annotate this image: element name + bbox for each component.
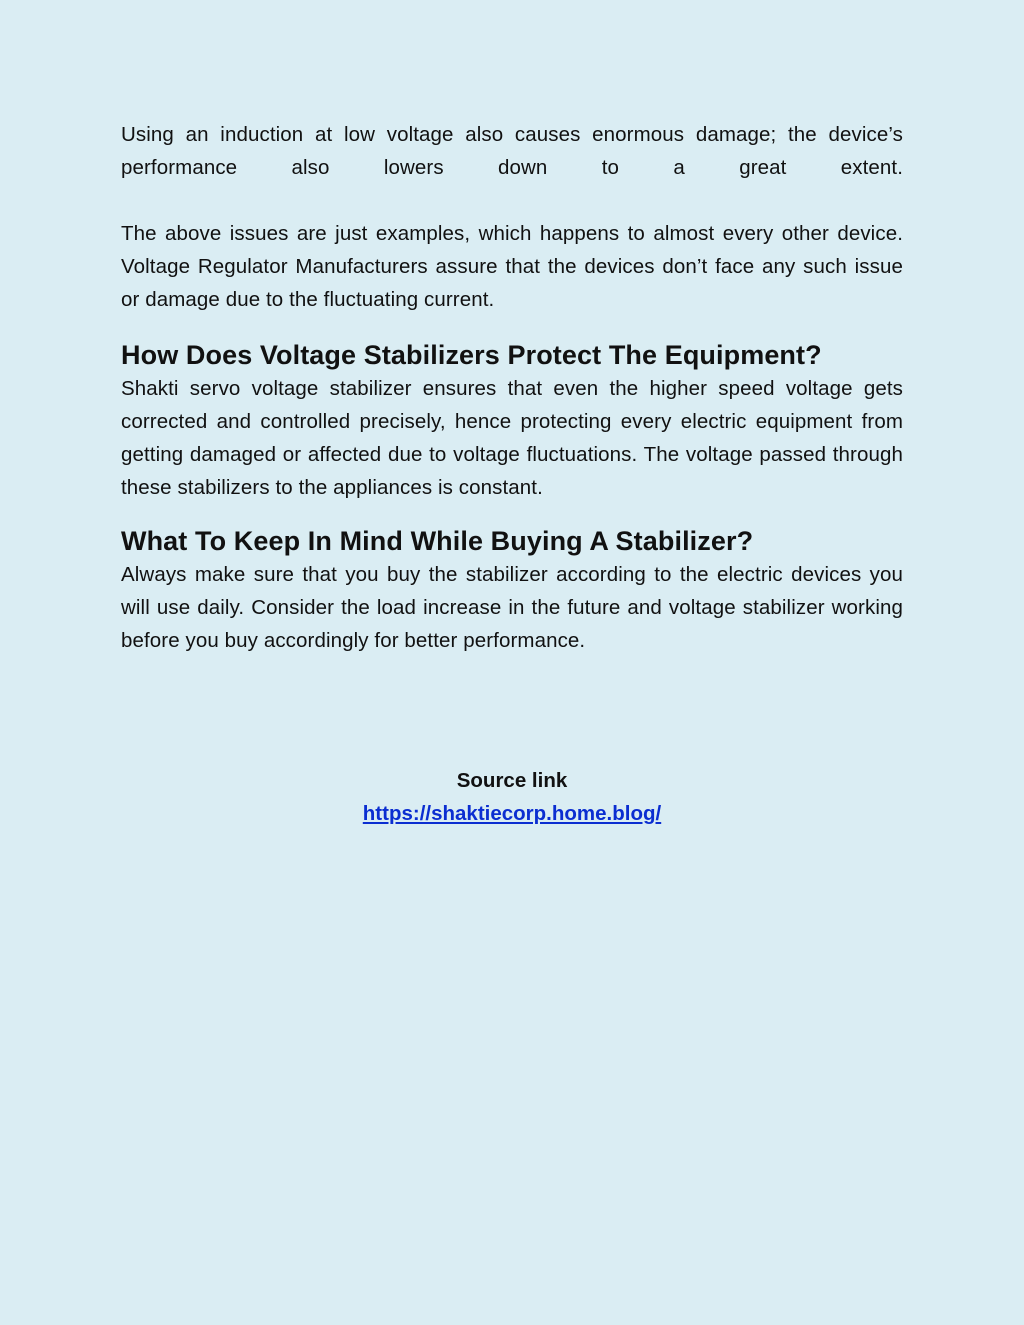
paragraph-issues-examples: The above issues are just examples, which happens to almost every other device. Voltage Regulator Manufacturers assure that the devices don’t face any such issue or damage due to the fluctuating current.	[121, 222, 903, 311]
source-link[interactable]: https://shaktiecorp.home.blog/	[362, 802, 662, 825]
paragraph-buying-advice: Always make sure that you buy the stabilizer according to the electric devices you will use daily. Consider the load increase in the future and voltage stabilizer working before you buy accordingly for better performance.	[121, 563, 903, 652]
section-heading-wrap	[121, 338, 903, 372]
section-heading-wrap	[121, 524, 903, 558]
document-content	[121, 118, 903, 657]
heading-what-to-keep-in-mind: What To Keep In Mind While Buying A Stabilizer?	[121, 526, 754, 556]
source-block	[0, 764, 1024, 830]
source-label: Source link	[456, 769, 568, 792]
paragraph-servo-stabilizer: Shakti servo voltage stabilizer ensures that even the higher speed voltage gets corrected and controlled precisely, hence protecting every electric equipment from getting damaged or affected due to voltage fluctuations. The voltage passed through these stabilizers to the appliances is constant.	[121, 377, 903, 499]
blank-line	[121, 184, 903, 217]
paragraph-induction-damage: Using an induction at low voltage also causes enormous damage; the device’s performance also lowers down to a great extent.	[121, 123, 903, 179]
heading-how-stabilizers-protect: How Does Voltage Stabilizers Protect The Equipment?	[121, 340, 822, 370]
